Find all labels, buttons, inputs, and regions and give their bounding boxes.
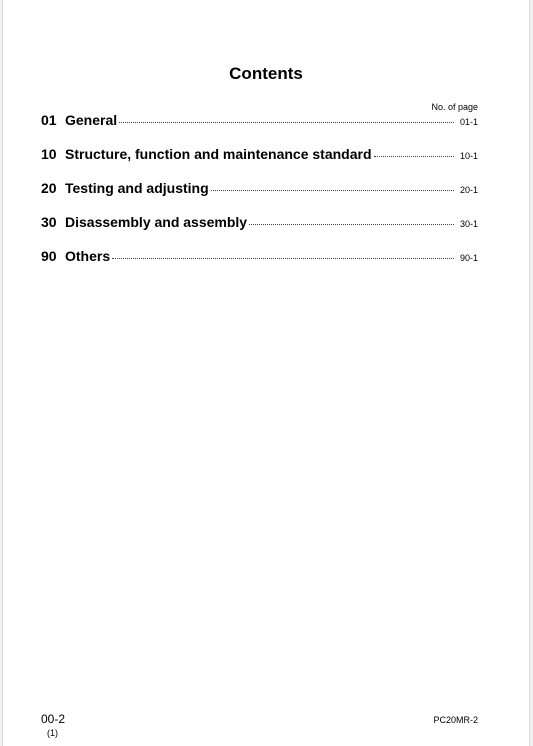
toc-dot-leader	[211, 190, 454, 191]
toc-dot-leader	[374, 156, 454, 157]
document-page	[2, 0, 530, 746]
toc-entry-page: 01-1	[459, 117, 478, 127]
toc-entry[interactable]	[41, 180, 478, 200]
footer-model: PC20MR-2	[433, 715, 478, 725]
toc-dot-leader	[112, 258, 454, 259]
toc-entry[interactable]	[41, 214, 478, 234]
toc-entry-title: Disassembly and assembly	[65, 214, 248, 230]
footer-revision: (1)	[47, 728, 58, 738]
toc-entry-number: 20	[41, 180, 57, 196]
toc-entry-title: Testing and adjusting	[65, 180, 209, 196]
toc-dot-leader	[119, 122, 454, 123]
toc-entry-page: 90-1	[459, 253, 478, 263]
toc-entry-page: 30-1	[459, 219, 478, 229]
page-title: Contents	[229, 64, 303, 83]
page-column-header: No. of page	[431, 102, 478, 112]
toc-entry[interactable]	[41, 248, 478, 268]
toc-entry-title: General	[65, 112, 118, 128]
toc-entry-page: 20-1	[459, 185, 478, 195]
toc-entry-page: 10-1	[459, 151, 478, 161]
toc-entry-number: 10	[41, 146, 57, 162]
footer-page-number: 00-2	[41, 712, 66, 726]
toc-dot-leader	[249, 224, 454, 225]
toc-entry-number: 01	[41, 112, 57, 128]
toc-entry[interactable]	[41, 112, 478, 132]
toc-entry[interactable]	[41, 146, 478, 166]
toc-entry-title: Structure, function and maintenance standard	[65, 146, 372, 162]
toc-entry-number: 90	[41, 248, 57, 264]
toc-entry-title: Others	[65, 248, 111, 264]
toc-entry-number: 30	[41, 214, 57, 230]
